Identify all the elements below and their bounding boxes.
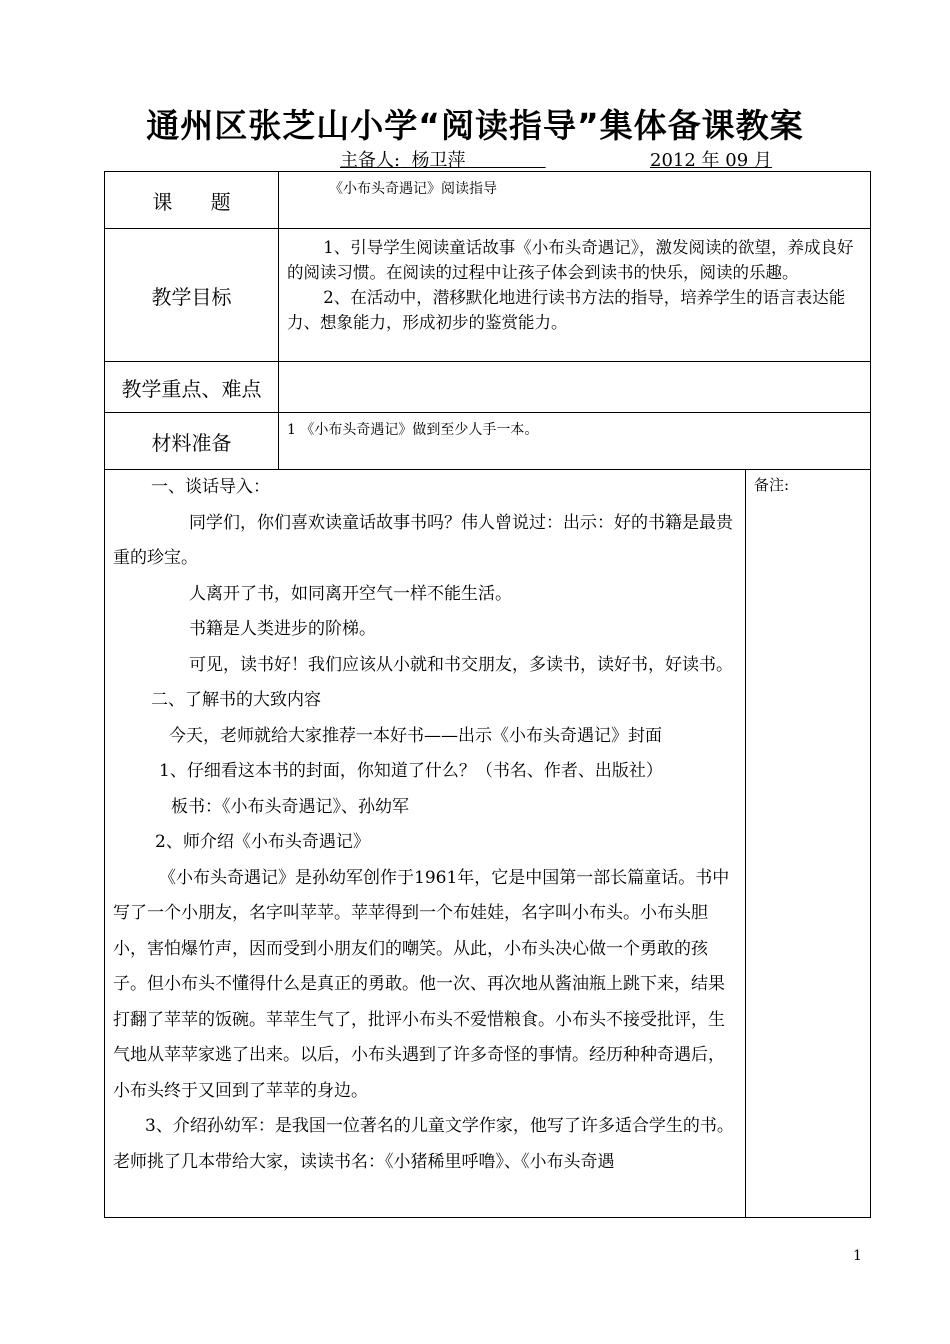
paragraph: 1、仔细看这本书的封面，你知道了什么？（书名、作者、出版社） bbox=[159, 761, 663, 781]
author-name: 杨卫萍 bbox=[411, 150, 466, 171]
author-label: 主备人: bbox=[340, 150, 401, 171]
key-points-label: 教学重点、难点 bbox=[105, 362, 279, 413]
goals-row bbox=[105, 229, 871, 362]
lesson-body bbox=[105, 470, 746, 1218]
paragraph: 板书：《小布头奇遇记》、孙幼军 bbox=[171, 796, 409, 817]
goal-item: 2、在活动中，潜移默化地进行读书方法的指导，培养学生的语言表达能力、想象能力，形成初步的鉴赏能力。 bbox=[287, 288, 846, 332]
materials-value: 1 《小布头奇遇记》做到至少人手一本。 bbox=[279, 413, 871, 470]
key-points-value bbox=[279, 362, 871, 413]
document-title: 通州区张芝山小学“阅读指导”集体备课教案 bbox=[146, 106, 804, 145]
lesson-body-row bbox=[105, 470, 871, 1218]
page-number: 1 bbox=[853, 1248, 862, 1264]
paragraph: 同学们，你们喜欢读童话故事书吗？伟人曾说过：出示：好的书籍是最贵重的珍宝。 bbox=[113, 512, 733, 568]
goal-item: 1、引导学生阅读童话故事《小布头奇遇记》，激发阅读的欲望，养成良好的阅读习惯。在阅读的过程中让孩子体会到读书的快乐，阅读的乐趣。 bbox=[287, 238, 854, 282]
key-points-row bbox=[105, 362, 871, 413]
author-line bbox=[340, 146, 546, 172]
goals-value bbox=[279, 229, 871, 362]
notes-column: 备注: bbox=[746, 470, 871, 1218]
paragraph: 2、师介绍《小布头奇遇记》 bbox=[155, 832, 370, 852]
section-heading: 一、谈话导入： bbox=[151, 477, 270, 497]
topic-row bbox=[105, 172, 871, 229]
lesson-plan-table bbox=[104, 171, 871, 1218]
materials-row bbox=[105, 413, 871, 470]
paragraph: 今天，老师就给大家推荐一本好书——出示《小布头奇遇记》封面 bbox=[169, 725, 662, 746]
topic-label: 课 题 bbox=[105, 172, 279, 229]
goals-label: 教学目标 bbox=[105, 229, 279, 362]
section-heading: 二、了解书的大致内容 bbox=[151, 690, 321, 710]
paragraph: 人离开了书，如同离开空气一样不能生活。 bbox=[189, 583, 512, 604]
topic-value: 《小布头奇遇记》阅读指导 bbox=[279, 172, 871, 229]
materials-label: 材料准备 bbox=[105, 413, 279, 470]
paragraph: 3、介绍孙幼军：是我国一位著名的儿童文学作家，他写了许多适合学生的书。老师挑了几本带给大家，读读书名：《小猪稀里呼噜》、《小布头奇遇 bbox=[113, 1116, 734, 1172]
paragraph: 书籍是人类进步的阶梯。 bbox=[189, 619, 376, 639]
paragraph: 《小布头奇遇记》是孙幼军创作于1961年，它是中国第一部长篇童话。书中写了一个小朋友，名字叫苹苹。苹苹得到一个布娃娃，名字叫小布头。小布头胆小，害怕爆竹声，因而受到小朋友们的嘲笑。从此，小布头决心做一个勇敢的孩子。但小布头不懂得什么是真正的勇敢。他一次、再次地从酱油瓶上跳下来，结果打翻了苹苹的饭碗。苹苹生气了，批评小布头不爱惜粮食。小布头不接受批评，生气地从苹苹家逃了出来。以后，小布头遇到了许多奇怪的事情。经历种种奇遇后，小布头终于又回到了苹苹的身边。 bbox=[113, 867, 730, 1101]
paragraph: 可见，读书好！我们应该从小就和书交朋友，多读书，读好书，好读书。 bbox=[189, 654, 733, 675]
date-label: 2012 年 09 月 bbox=[650, 150, 772, 171]
